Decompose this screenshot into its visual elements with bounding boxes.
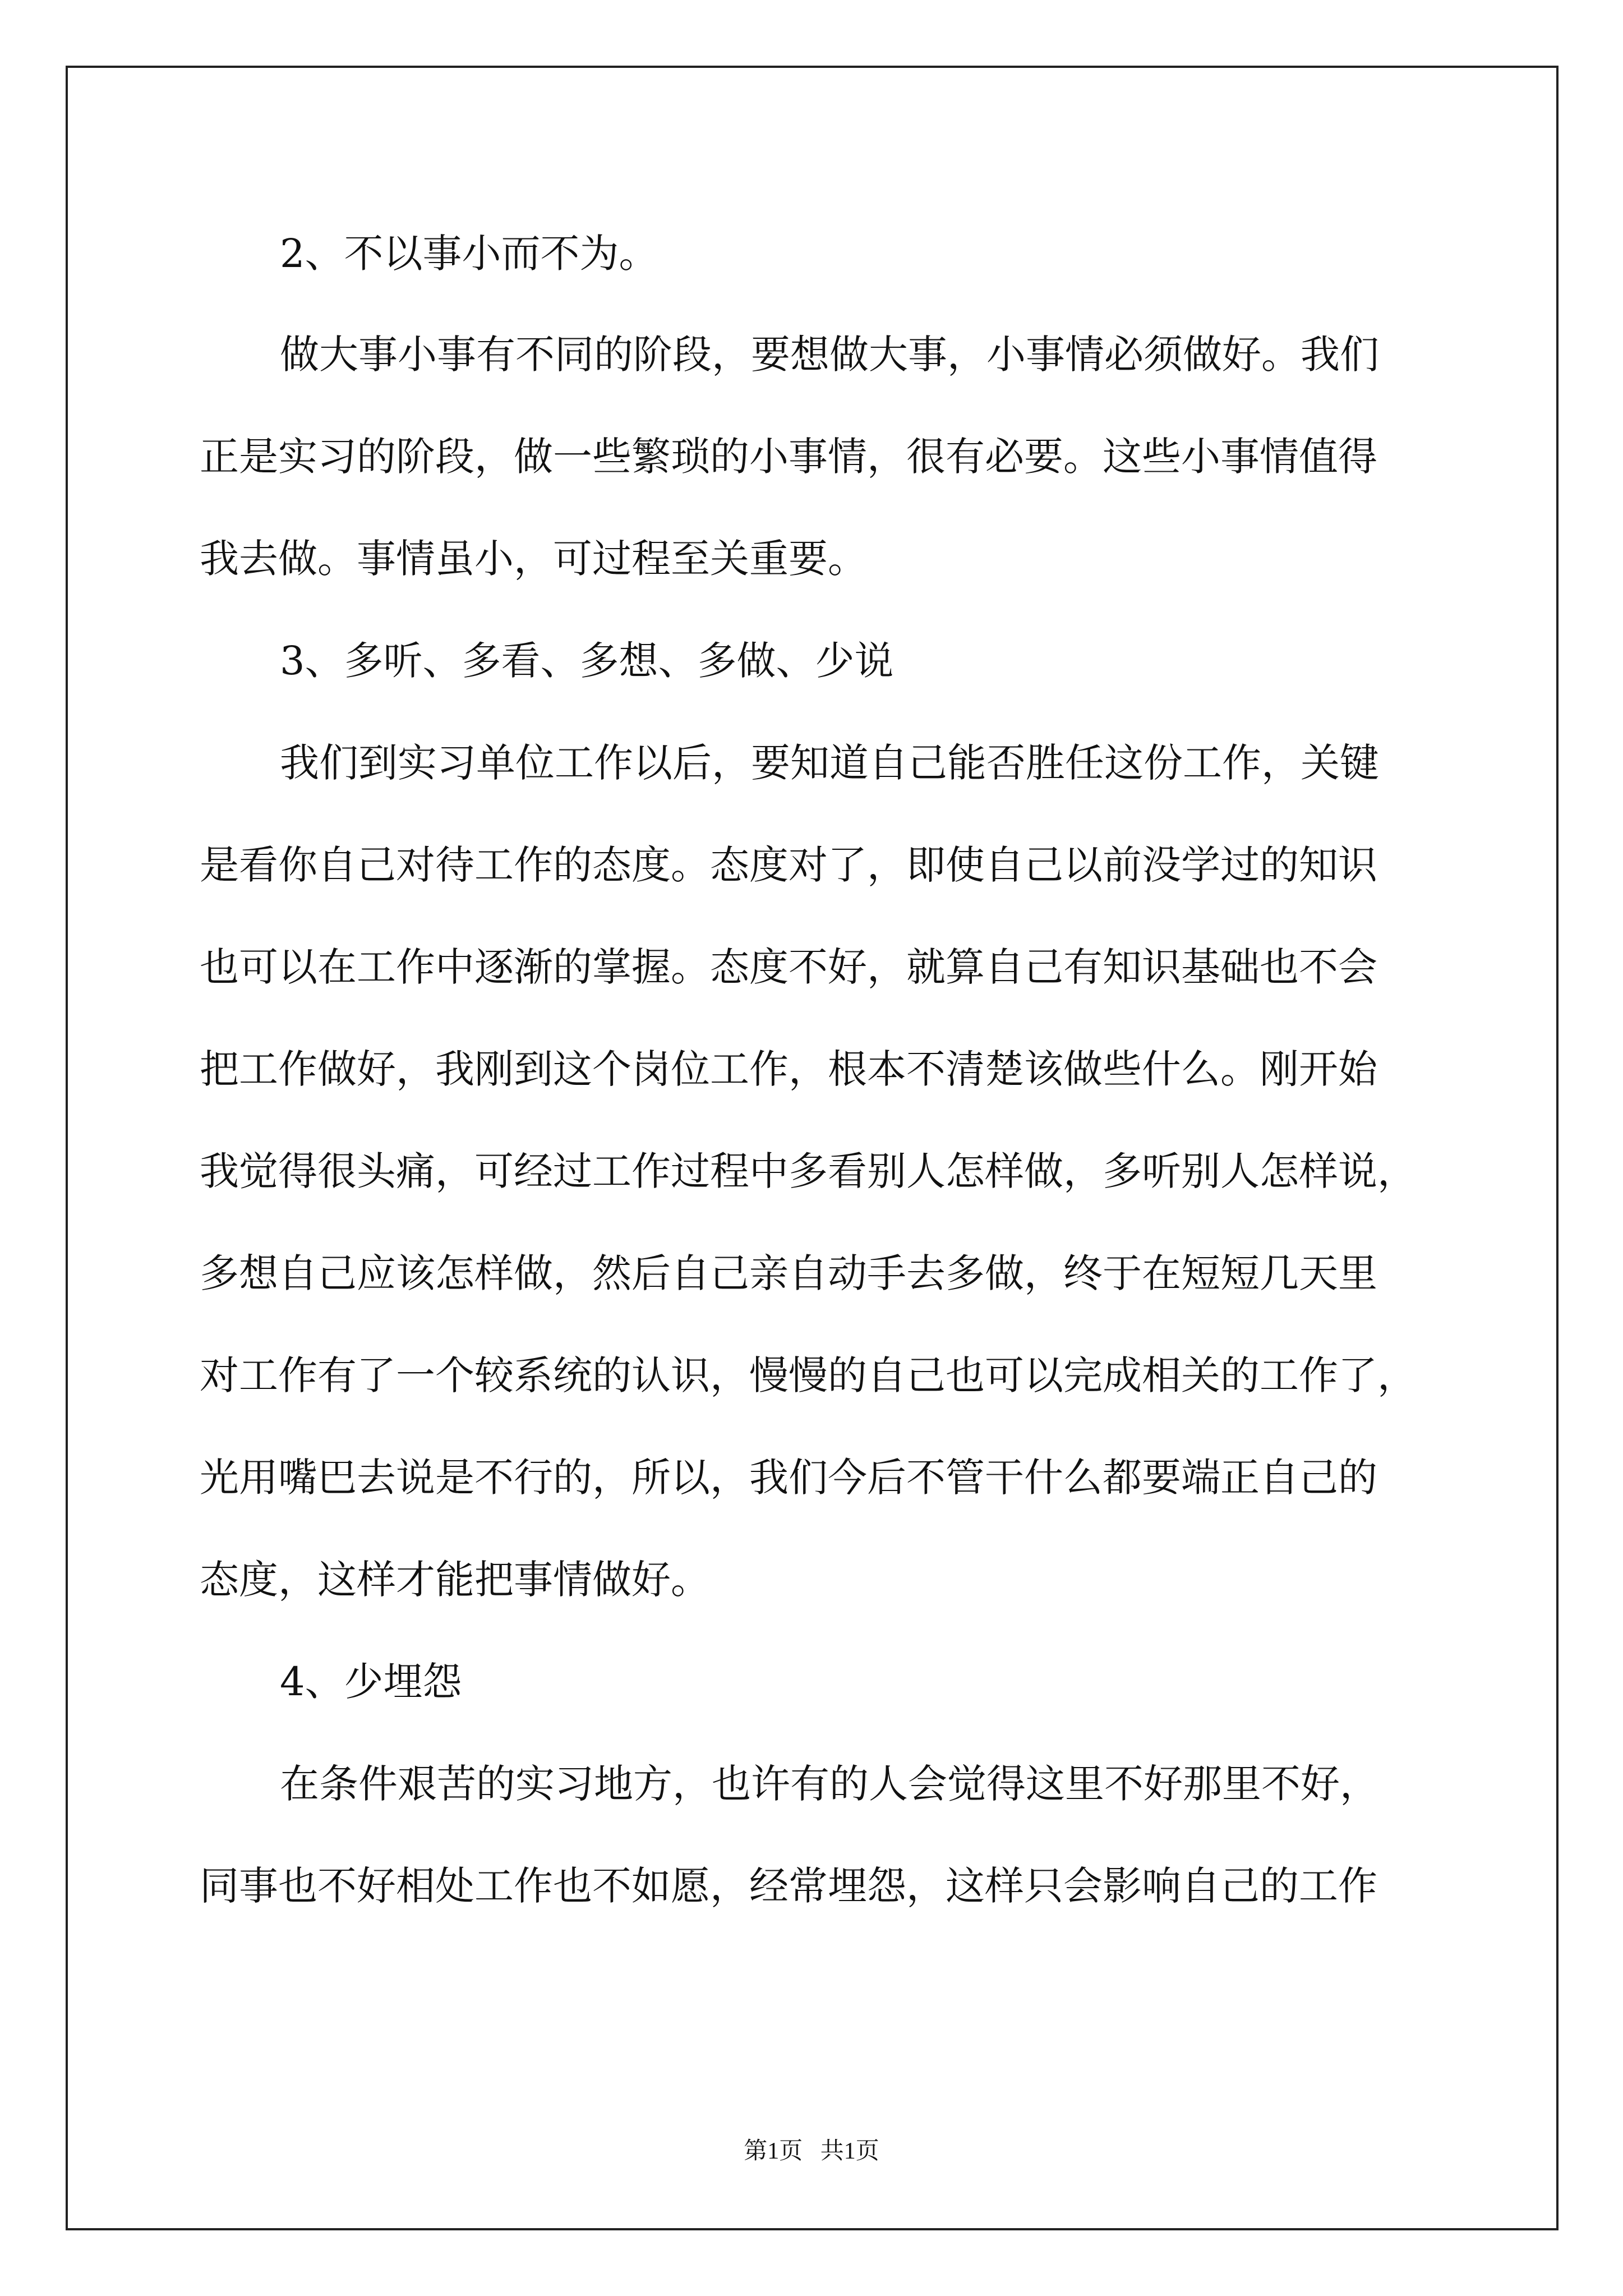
page-footer: 第1页 共1页	[744, 2138, 879, 2164]
paragraph-line: 同事也不好相处工作也不如愿，经常埋怨，这样只会影响自己的工作	[200, 1863, 1377, 1909]
paragraph-line: 我去做。事情虽小，可过程至关重要。	[200, 536, 867, 582]
paragraph-line: 多想自己应该怎样做，然后自己亲自动手去多做，终于在短短几天里	[200, 1250, 1377, 1296]
paragraph-line: 我们到实习单位工作以后，要知道自己能否胜任这份工作，关键	[280, 740, 1379, 786]
heading-2: 2、不以事小而不为。	[280, 231, 658, 277]
paragraph-line: 对工作有了一个较系统的认识，慢慢的自己也可以完成相关的工作了，	[200, 1352, 1417, 1398]
paragraph-line: 做大事小事有不同的阶段，要想做大事，小事情必须做好。我们	[280, 332, 1379, 378]
paragraph-line: 在条件艰苦的实习地方，也许有的人会觉得这里不好那里不好，	[280, 1761, 1379, 1807]
paragraph-line: 态度，这样才能把事情做好。	[200, 1557, 710, 1603]
paragraph-line: 光用嘴巴去说是不行的，所以，我们今后不管干什么都要端正自己的	[200, 1455, 1377, 1501]
paragraph-line: 我觉得很头痛，可经过工作过程中多看别人怎样做，多听别人怎样说，	[200, 1148, 1417, 1194]
heading-4: 4、少埋怨	[280, 1659, 462, 1705]
paragraph-line: 把工作做好，我刚到这个岗位工作，根本不清楚该做些什么。刚开始	[200, 1046, 1377, 1092]
paragraph-line: 是看你自己对待工作的态度。态度对了，即使自己以前没学过的知识	[200, 842, 1377, 888]
paragraph-line: 也可以在工作中逐渐的掌握。态度不好，就算自己有知识基础也不会	[200, 944, 1377, 990]
paragraph-line: 正是实习的阶段，做一些繁琐的小事情，很有必要。这些小事情值得	[200, 434, 1377, 480]
heading-3: 3、多听、多看、多想、多做、少说	[280, 638, 894, 684]
